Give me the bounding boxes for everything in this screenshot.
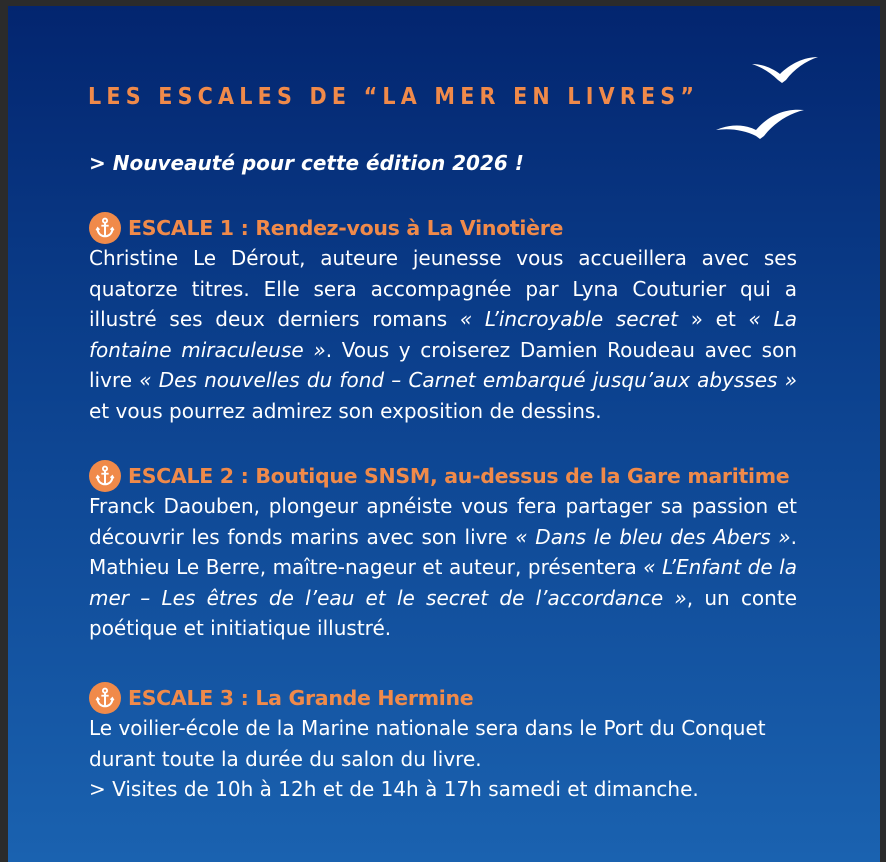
page-title: LES ESCALES DE “LA MER EN LIVRES” bbox=[88, 84, 700, 110]
anchor-icon bbox=[89, 682, 121, 714]
escale-3-title: ESCALE 3 : La Grande Hermine bbox=[128, 686, 474, 710]
escale-1-title: ESCALE 1 : Rendez-vous à La Vinotière bbox=[128, 216, 564, 240]
escale-1 bbox=[89, 212, 797, 426]
escale-3-heading bbox=[89, 682, 797, 714]
escale-3-text bbox=[89, 713, 797, 805]
seagulls-icon bbox=[706, 44, 826, 140]
escale-1-text: Christine Le Dérout, auteure jeunesse vous accueillera avec ses quatorze titres. Elle sera accompagnée par Lyna Couturier qui a illustré ses deux derniers romans « L’incroyable secret » et « La fontaine miraculeuse ». Vous y croiserez Damien Roudeau avec son livre « Des nouvelles du fond – Carnet embarqué jusqu’aux abysses » et vous pourrez admirez son exposition de dessins. bbox=[89, 246, 797, 423]
edition-subtitle: > Nouveauté pour cette édition 2026 ! bbox=[89, 151, 524, 175]
escale-3-visits: > Visites de 10h à 12h et de 14h à 17h samedi et dimanche. bbox=[89, 777, 699, 801]
seagull-icon-bottom bbox=[716, 110, 804, 139]
escale-3 bbox=[89, 682, 797, 805]
escale-2-text: Franck Daouben, plongeur apnéiste vous fera partager sa passion et découvrir les fonds marins avec son livre « Dans le bleu des Abers ». Mathieu Le Berre, maître-nageur et auteur, présentera « L’Enfant de la mer – Les êtres de l’eau et le secret de l’accordance », un conte poétique et initiatique illustré. bbox=[89, 494, 798, 640]
escale-3-description: Le voilier-école de la Marine nationale sera dans le Port du Conquet durant toute la durée du salon du livre. bbox=[89, 716, 766, 771]
seagull-icon-top bbox=[752, 57, 818, 83]
anchor-icon bbox=[89, 212, 121, 244]
escale-2-title: ESCALE 2 : Boutique SNSM, au-dessus de la Gare maritime bbox=[128, 464, 790, 488]
escale-2-heading bbox=[89, 460, 797, 492]
escale-1-heading bbox=[89, 212, 797, 244]
escale-2 bbox=[89, 460, 797, 644]
anchor-icon bbox=[89, 460, 121, 492]
